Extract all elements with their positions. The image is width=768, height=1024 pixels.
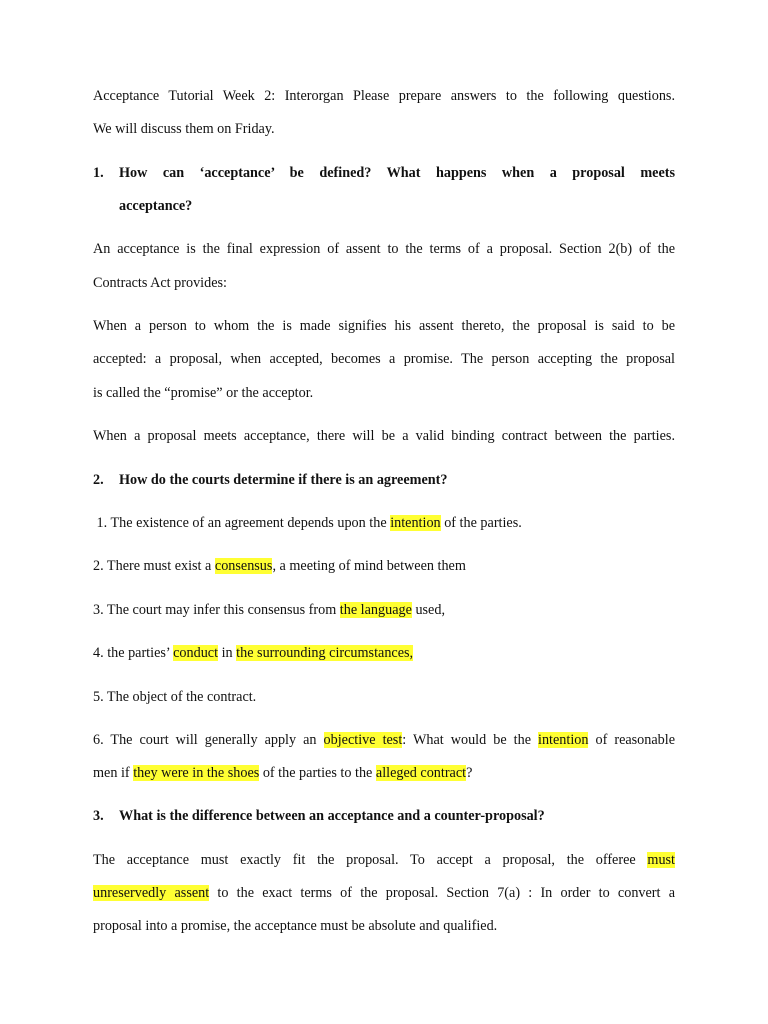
question-1-number: 1. bbox=[93, 165, 104, 181]
question-1-text: How can ‘acceptance’ be defined? What happens when a proposal meets bbox=[119, 165, 675, 181]
highlight: they were in the shoes bbox=[133, 765, 260, 781]
answer-1-text: accepted: a proposal, when accepted, becomes a promise. The person accepting the proposal bbox=[93, 351, 675, 367]
item-text: , a meeting of mind between them bbox=[272, 558, 466, 574]
highlight: the surrounding circumstances, bbox=[236, 645, 414, 661]
item-text: men if bbox=[93, 765, 134, 781]
answer-2-item-5 bbox=[93, 681, 675, 715]
question-2-text: How do the courts determine if there is an agreement? bbox=[119, 472, 448, 488]
question-2 bbox=[93, 464, 675, 498]
intro-text-2: We will discuss them on Friday. bbox=[93, 121, 275, 137]
answer-1-p2-line-1 bbox=[93, 310, 675, 344]
highlight: intention bbox=[390, 515, 441, 531]
highlight: unreservedly assent bbox=[93, 885, 210, 901]
answer-1-text: is called the “promise” or the acceptor. bbox=[93, 385, 314, 401]
answer-1-text: When a person to whom the is made signifies his assent thereto, the proposal is said to be bbox=[93, 318, 675, 334]
answer-2-item-6-line-1 bbox=[93, 724, 675, 758]
item-text: 5. The object of the contract. bbox=[93, 689, 257, 705]
answer-3-text: to the exact terms of the proposal. Section 7(a) : In order to convert a bbox=[209, 885, 675, 901]
question-3-number: 3. bbox=[93, 808, 104, 824]
question-2-number: 2. bbox=[93, 472, 104, 488]
highlight: objective test bbox=[323, 732, 403, 748]
answer-1-text: Contracts Act provides: bbox=[93, 275, 227, 291]
item-text: 6. The court will generally apply an bbox=[93, 732, 324, 748]
intro-line-2 bbox=[93, 113, 675, 147]
item-text: 3. The court may infer this consensus from bbox=[93, 602, 340, 618]
answer-3-text: The acceptance must exactly fit the proposal. To accept a proposal, the offeree bbox=[93, 852, 648, 868]
item-text: of the parties to the bbox=[259, 765, 376, 781]
highlight: consensus bbox=[214, 558, 273, 574]
highlight: must bbox=[647, 852, 675, 868]
answer-3-line-2 bbox=[93, 877, 675, 911]
item-text: of reasonable bbox=[588, 732, 675, 748]
question-1-line-1 bbox=[93, 157, 675, 191]
item-text: 1. The existence of an agreement depends upon the bbox=[93, 515, 391, 531]
answer-1-p3 bbox=[93, 420, 675, 454]
answer-1-p2-line-3 bbox=[93, 377, 675, 411]
intro-text-1: Acceptance Tutorial Week 2: Interorgan Please prepare answers to the following questions. bbox=[93, 88, 675, 104]
item-text: 2. There must exist a bbox=[93, 558, 215, 574]
item-text: of the parties. bbox=[440, 515, 522, 531]
highlight: the language bbox=[339, 602, 412, 618]
answer-2-item-2 bbox=[93, 550, 675, 584]
answer-1-text: An acceptance is the final expression of assent to the terms of a proposal. Section 2(b) of the bbox=[93, 241, 675, 257]
highlight: alleged contract bbox=[375, 765, 467, 781]
answer-1-text: When a proposal meets acceptance, there will be a valid binding contract between the parties. bbox=[93, 428, 675, 444]
question-1-text-cont: acceptance? bbox=[119, 198, 193, 214]
item-text: used, bbox=[411, 602, 445, 618]
item-text: : What would be the bbox=[402, 732, 539, 748]
answer-2-item-3 bbox=[93, 594, 675, 628]
answer-2-item-1 bbox=[93, 507, 675, 541]
answer-3-text: proposal into a promise, the acceptance must be absolute and qualified. bbox=[93, 918, 498, 934]
answer-2-item-6-line-2 bbox=[93, 757, 675, 791]
intro-line-1 bbox=[93, 80, 675, 114]
highlight: conduct bbox=[173, 645, 219, 661]
item-text: in bbox=[218, 645, 237, 661]
highlight: intention bbox=[538, 732, 589, 748]
answer-1-p1-line-2 bbox=[93, 267, 675, 301]
item-text: 4. the parties’ bbox=[93, 645, 174, 661]
question-3 bbox=[93, 800, 675, 834]
answer-1-p1-line-1 bbox=[93, 233, 675, 267]
answer-1-p2-line-2 bbox=[93, 343, 675, 377]
answer-3-line-1 bbox=[93, 844, 675, 878]
answer-2-item-4 bbox=[93, 637, 675, 671]
item-text: ? bbox=[466, 765, 473, 781]
question-1-line-2 bbox=[119, 190, 675, 224]
question-3-text: What is the difference between an acceptance and a counter-proposal? bbox=[119, 808, 545, 824]
answer-3-line-3 bbox=[93, 910, 675, 944]
